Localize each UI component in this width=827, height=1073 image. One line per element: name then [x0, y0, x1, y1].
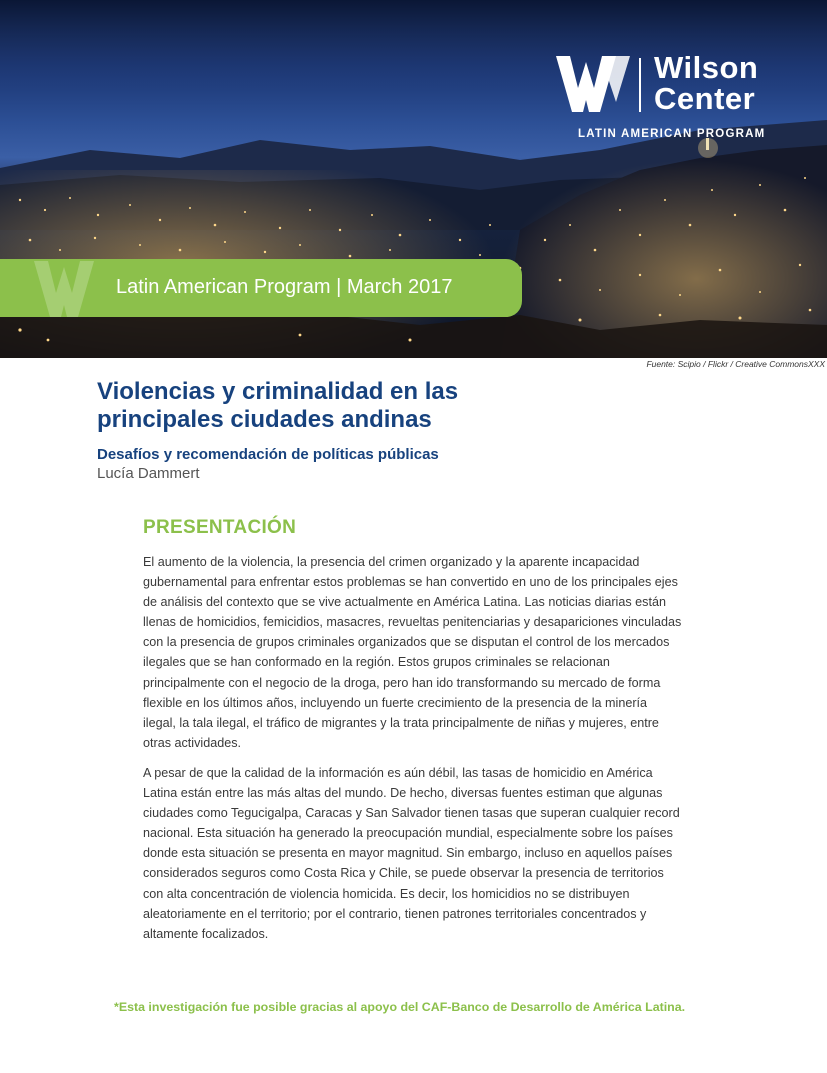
document-author: Lucía Dammert: [97, 465, 200, 482]
document-subtitle: Desafíos y recomendación de políticas públicas: [97, 446, 439, 463]
section-heading: PRESENTACIÓN: [143, 517, 297, 538]
photo-credit: Fuente: Scipio / Flickr / Creative CommonsXXX: [646, 359, 825, 369]
document-title: Violencias y criminalidad en las principales ciudades andinas: [97, 378, 459, 433]
wilson-center-brand: [556, 50, 786, 144]
program-date-banner: [0, 259, 522, 317]
brand-program-label: LATIN AMERICAN PROGRAM: [578, 128, 766, 140]
cover-photo: [0, 0, 827, 358]
logo-divider: [639, 58, 641, 112]
brand-name-line1: Wilson: [654, 50, 759, 85]
body-paragraph: El aumento de la violencia, la presencia del crimen organizado y la aparente incapacidad gubernamental para enfrentar estos problemas se han convertido en uno de los principales ejes de análisis del contexto que se vive actualmente en América Latina. Las noticias diarias están llenas de homicidios, femicidios, masacres, revueltas penitenciarias y desapariciones vinculadas con la presencia de grupos criminales organizados que se disputan el control de los mercados ilegales que se han conformado en la región. Estos grupos criminales se relacionan principalmente con el negocio de la droga, pero han ido transformando su mercado de forma flexible en los últimos años, incluyendo un fuerte crecimiento de la presencia de la minería ilegal, la tala ilegal, el tráfico de migrantes y la trata principalmente de niñas y mujeres, entre otras actividades.: [143, 555, 682, 750]
wilson-w-watermark-icon: [30, 259, 110, 317]
banner-label: Latin American Program | March 2017: [116, 276, 453, 298]
funding-footnote: *Esta investigación fue posible gracias al apoyo del CAF-Banco de Desarrollo de América Latina.: [114, 1000, 686, 1014]
body-paragraph: A pesar de que la calidad de la información es aún débil, las tasas de homicidio en América Latina están entre las más altas del mundo. De hecho, diversas fuentes estiman que algunas ciudades como Tegucigalpa, Caracas y San Salvador tienen tasas que superan cualquier record nacional. Esta situación ha generado la preocupación mundial, especialmente sobre los países donde esta situación se presenta en mayor magnitud. Sin embargo, incluso en aquellos países considerados seguros como Costa Rica y Chile, se puede observar la presencia de territorios con alta concentración de violencia homicida. Es decir, los homicidios no se distribuyen aleatoriamente en el territorio; por el contrario, tienen patrones territoriales concentrados y altamente focalizados.: [143, 765, 680, 941]
brand-name: [654, 52, 758, 114]
brand-name-line2: Center: [654, 81, 756, 116]
wilson-center-logo-icon: [556, 54, 630, 114]
body-text: [143, 552, 683, 954]
